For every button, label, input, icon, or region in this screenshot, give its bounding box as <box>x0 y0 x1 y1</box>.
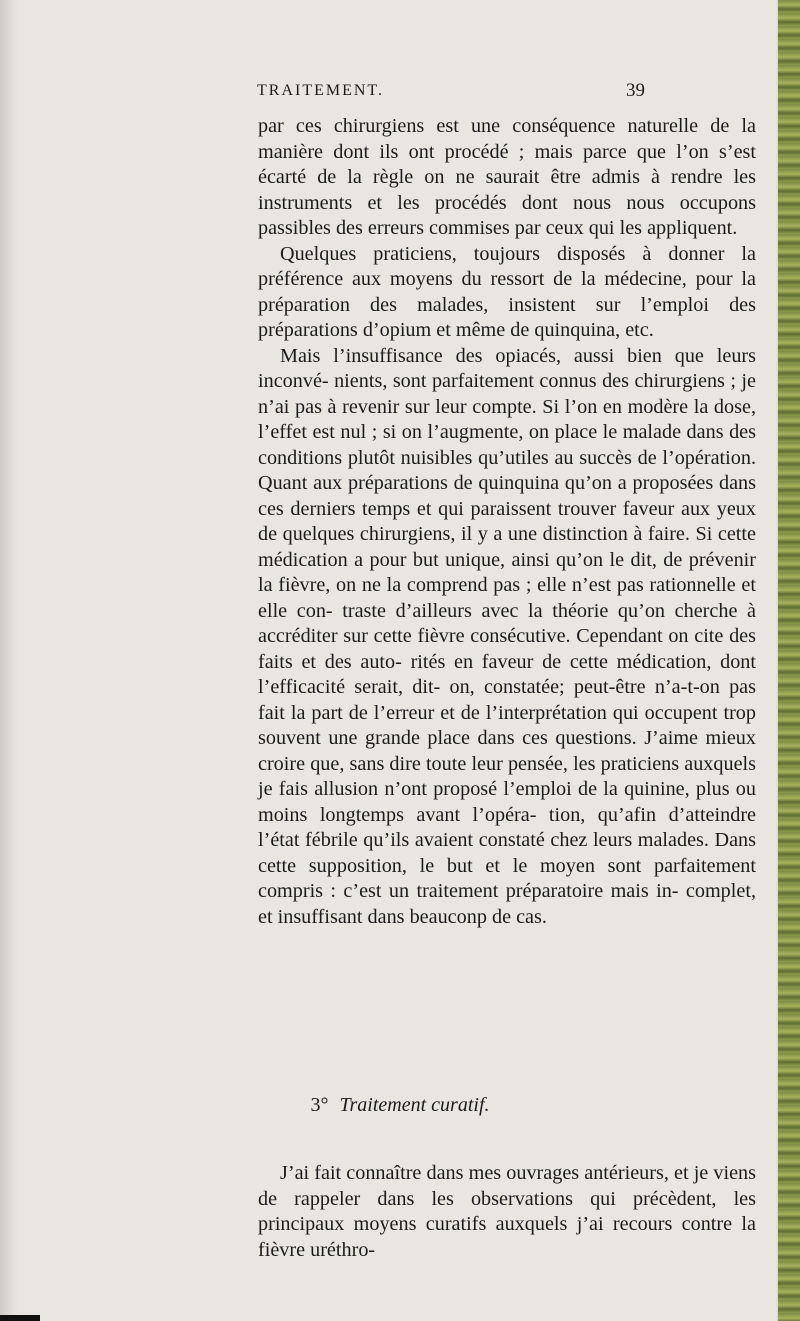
paragraph-traitement-curatif: J’ai fait connaître dans mes ouvrages antérieurs, et je viens de rappeler dans les observations qui précèdent, les principaux moyens curatifs auxquels j’ai recours contre la fièvre uréthro- <box>258 1162 756 1261</box>
section-heading <box>0 1094 800 1117</box>
page-left-shadow <box>0 0 18 1321</box>
running-head: TRAITEMENT. <box>257 82 385 99</box>
page-header <box>0 82 800 106</box>
section-number: 3° <box>310 1094 329 1116</box>
paragraph-opiaces: Mais l’insuffisance des opiacés, aussi bien que leurs inconvé- nients, sont parfaitement connus des chirurgiens ; je n’ai pas à revenir sur leur compte. Si l’on en modère la dose, l’effet est nul ; si on l’augmente, on place le malade dans des conditions plutôt nuisibles qu’utiles au succès de l’opération. Quant aux préparations de quinquina qu’on a proposées dans ces derniers temps et qui paraissent trouver faveur aux yeux de quelques chirurgiens, il y a une distinction à faire. Si cette médication a pour but unique, ainsi qu’on le dit, de prévenir la fièvre, on ne la comprend pas ; elle n’est pas rationnelle et elle con- traste d’ailleurs avec la théorie qu’on cherche à accréditer sur cette fièvre consécutive. Cependant on cite des faits et des auto- rités en faveur de cette médication, dont l’efficacité serait, dit- on, constatée; peut-être n’a-t-on pas fait la part de l’erreur et de l’interprétation qui occupent trop souvent une grande place dans ces questions. J’aime mieux croire que, sans dire toute leur pensée, les praticiens auxquels je fais allusion n’ont proposé l’emploi de la quinine, plus ou moins longtemps avant l’opéra- tion, qu’afin d’atteindre l’état fébrile qu’ils avaient constaté chez leurs malades. Dans cette supposition, le but et le moyen sont parfaitement compris : c’est un traitement préparatoire mais in- complet, et insuffisant dans beauconp de cas. <box>258 344 756 928</box>
section-body <box>258 1161 756 1263</box>
section-title: Traitement curatif. <box>339 1094 490 1116</box>
page-number: 39 <box>626 80 645 101</box>
body-text <box>258 114 756 930</box>
book-binding-edge <box>778 0 800 1321</box>
scan-edge-mark <box>0 1315 40 1321</box>
paragraph-continuation: par ces chirurgiens est une conséquence naturelle de la manière dont ils ont procédé ; mais parce que l’on s’est écarté de la règle on ne saurait être admis à rendre les instruments et les procédés dont nous nous occupons passibles des erreurs commises par ceux qui les appliquent. <box>258 115 756 239</box>
paragraph-praticiens: Quelques praticiens, toujours disposés à donner la préférence aux moyens du ressort de la médecine, pour la préparation des malades, insistent sur l’emploi des préparations d’opium et même de quinquina, etc. <box>258 242 756 341</box>
